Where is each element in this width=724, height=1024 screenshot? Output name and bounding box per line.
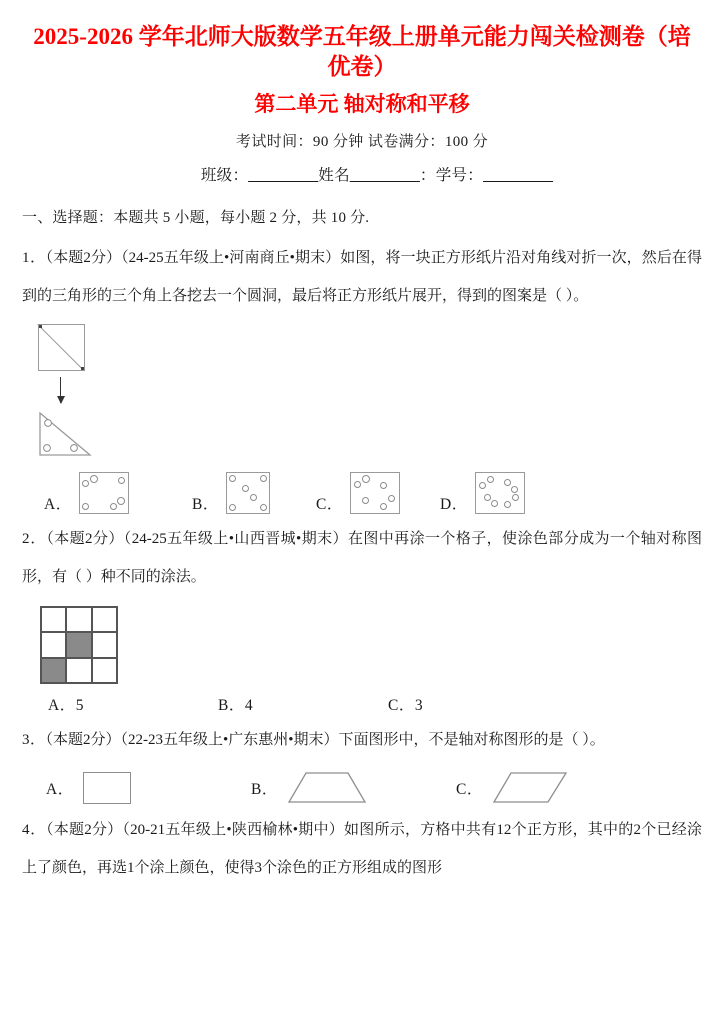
grid-cell-shaded [66,632,91,657]
question-2-option-a[interactable]: A．5 [48,697,84,714]
grid-cell [41,607,66,632]
corner-dot-top-left [39,325,42,328]
hole [110,503,117,510]
hole [380,503,387,510]
hole [388,495,395,502]
grid-cell [92,658,117,683]
option-a-label: A． [44,496,72,513]
question-2-option-b[interactable]: B．4 [218,697,254,714]
hole [242,485,249,492]
question-1-option-c[interactable] [316,472,440,514]
option-d-figure [475,472,525,514]
question-3-options [22,771,702,805]
hole [504,501,511,508]
question-4-text [22,805,702,887]
question-2-points: （本题2分） [46,531,124,547]
question-2-options [22,693,702,715]
question-2-grid-figure [40,606,118,684]
option-c-figure [350,472,400,514]
question-2-text [22,514,702,596]
question-1-source: （24-25五年级上•河南商丘•期末） [121,250,341,266]
question-1-text [22,233,702,315]
grid-cell [41,632,66,657]
hole [479,482,486,489]
class-blank[interactable]: ________ [248,167,319,184]
hole [82,503,89,510]
hole [117,497,125,505]
hole [260,504,267,511]
section-heading-choice: 一、选择题：本题共 5 小题，每小题 2 分，共 10 分. [22,210,370,226]
hole [491,500,498,507]
question-2-source: （24-25五年级上•山西晋城•期末） [123,531,348,547]
hole [487,476,494,483]
question-3-source: （22-23五年级上•广东惠州•期末） [120,732,339,748]
question-4-number: 4． [22,822,46,838]
question-2-number: 2． [22,531,47,547]
question-1-points: （本题2分） [45,250,122,266]
hole [90,475,98,483]
hole [362,475,370,483]
question-4-source: （20-21五年级上•陕西榆林•期中） [122,822,344,838]
parallelogram-shape [492,771,568,805]
hole [82,480,89,487]
hole [354,481,361,488]
question-3-points: （本题2分） [45,732,121,748]
question-3-option-c[interactable] [456,771,661,805]
option-d-label: D． [440,496,468,513]
grid-cell [66,658,91,683]
question-1-option-d[interactable] [440,472,525,514]
question-3-body: 下面图形中，不是轴对称图形的是（ ）。 [338,732,605,748]
question-3-option-b[interactable] [251,771,456,805]
hole [229,475,236,482]
question-4-body: 如图所示，方格中共有12个正方形，其中的2个已经涂上了颜色，再选1个涂上颜色，使得3个涂色的正方形组成的图形 [22,822,702,876]
option-b-label: B． [192,496,219,513]
option-a-figure [79,472,129,514]
option-c-label: C． [456,781,483,798]
question-2-body: 在图中再涂一个格子，使涂色部分成为一个轴对称图形，有（ ）种不同的涂法。 [22,531,702,585]
id-blank[interactable]: ________ [483,167,554,184]
question-4-points: （本题2分） [45,822,123,838]
page-title: 2025-2026 学年北师大版数学五年级上册单元能力闯关检测卷（培优卷） [33,24,691,79]
question-3-number: 3． [22,732,46,748]
question-3-option-a[interactable] [46,772,251,804]
hole [511,486,518,493]
question-1-body: 如图，将一块正方形纸片沿对角线对折一次，然后在得到的三角形的三个角上各挖去一个圆洞，最后将正方形纸片展开，得到的图案是（ ）。 [22,250,702,304]
triangle-svg [38,411,94,459]
triangle-with-holes-figure [38,411,702,464]
name-blank[interactable]: ________ [349,167,420,184]
diagonal-line [37,324,85,372]
hole [512,494,519,501]
student-info-line [22,155,702,189]
corner-dot-bottom-right [81,367,84,370]
question-1-number: 1． [22,250,46,266]
name-colon: ： [419,167,436,184]
hole [504,479,511,486]
rectangle-shape [83,772,131,804]
grid-cell [92,607,117,632]
class-label: 班级： [200,167,249,184]
hole [484,494,491,501]
question-1-options [22,472,702,514]
option-c-label: C． [316,496,343,513]
unit-subtitle: 第二单元 轴对称和平移 [254,92,470,116]
grid-cell [66,607,91,632]
grid-cell-shaded [41,658,66,683]
hole [380,482,387,489]
option-b-figure [226,472,270,514]
hole [250,494,257,501]
hole [118,477,125,484]
hole [229,504,236,511]
option-b-label: B． [251,781,278,798]
hole [362,497,369,504]
trapezoid-shape [287,771,367,805]
name-label: 姓名 [318,167,350,184]
folded-square-figure [38,324,85,371]
question-1-option-b[interactable] [192,472,316,514]
hole [260,475,267,482]
exam-info: 考试时间：90 分钟 试卷满分：100 分 [235,134,489,150]
arrow-down-icon [60,377,61,403]
question-1-figure [22,324,702,464]
grid-cell [92,632,117,657]
id-label: 学号： [435,167,484,184]
question-3-text [22,715,702,759]
option-a-label: A． [46,781,74,798]
question-2-option-c[interactable]: C．3 [388,697,424,714]
question-1-option-a[interactable] [44,472,192,514]
